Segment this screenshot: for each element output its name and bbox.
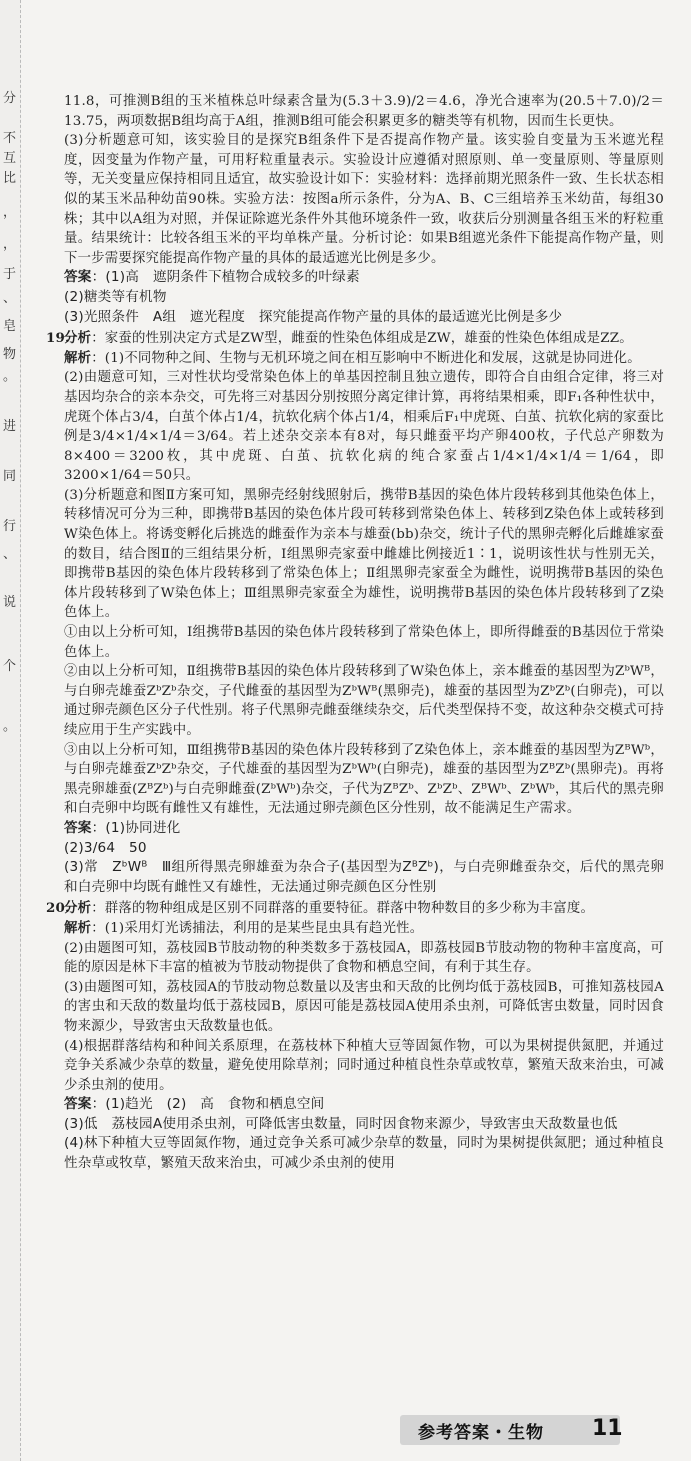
page-number: 11 [592, 1416, 623, 1441]
margin-char: 皂 [3, 319, 17, 334]
answer-content [44, 92, 664, 1174]
q20-paragraph: (3)由题图可知，荔枝园A的节肢动物总数量以及害虫和天敌的比例均低于荔枝园B，可推知荔枝园A的害虫和天敌的数量均低于荔枝园B，原因可能是荔枝园A使用杀虫剂，可降低害虫数量，同时因食物来源少，导致害虫天敌数量也低。 [64, 979, 664, 1034]
analysis-label: 分析 [64, 900, 92, 917]
margin-char: 行 [3, 519, 17, 534]
q18-answer-1: ：(1)高 遮阴条件下植物合成较多的叶绿素 [91, 269, 360, 286]
answer-label: 答案 [64, 269, 92, 286]
margin-char: 个 [3, 659, 17, 674]
q20-explanation: 解析：(1)采用灯光诱捕法，利用的是某些昆虫具有趋光性。 [64, 919, 424, 936]
q20-paragraph: (4)根据群落结构和种间关系原理，在荔枝林下种植大豆等固氮作物，可以为果树提供氮肥，并通过竞争关系减少杂草的数量，避免使用除草剂；同时通过种植良性杂草或牧草，繁殖天敌来治虫，可减少杀虫剂的使用。 [64, 1038, 664, 1093]
question-20 [44, 899, 664, 1173]
question-19 [44, 329, 664, 897]
margin-char: ， [3, 205, 17, 220]
margin-char: 同 [3, 469, 17, 484]
q19-paragraph: ①由以上分析可知，Ⅰ组携带B基因的染色体片段转移到了常染色体上，即所得雌蚕的B基因位于常染色体上。 [64, 625, 664, 660]
q20-answer: 答案：(1)趋光 (2) 高 食物和栖息空间 [64, 1096, 325, 1113]
question-number: 20. [46, 900, 70, 917]
q18-answer-3: (3)光照条件 A组 遮光程度 探究能提高作物产量的具体的最适遮光比例是多少 [64, 308, 563, 325]
q20-analysis: 20.分析：群落的物种组成是区别不同群落的重要特征。群落中物种数目的多少称为丰富度。 [44, 899, 664, 919]
question-number: 19. [46, 330, 70, 347]
q19-paragraph: ③由以上分析可知，Ⅲ组携带B基因的染色体片段转移到了Z染色体上，亲本雌蚕的基因型为ZᴮWᵇ，与白卵壳雄蚕ZᵇZᵇ杂交，子代雄蚕的基因型为ZᵇWᵇ(白卵壳)，雄蚕的基因型为ZᴮZᵇ(黑卵壳)。再将黑壳卵雄蚕(ZᴮZᵇ)与白壳卵雌蚕(ZᵇWᵇ)杂交，子代为ZᴮZᵇ、ZᵇZᵇ、ZᴮWᵇ、ZᵇWᵇ，其后代的黑壳卵和白壳卵中均既有雌性又有雄性，无法通过卵壳颜色区分性别，故不能满足生产需求。 [64, 742, 664, 817]
q19-answer-3: (3)常 ZᵇWᴮ Ⅲ组所得黑壳卵雄蚕为杂合子(基因型为ZᴮZᵇ)，与白壳卵雌蚕杂交，后代的黑壳卵和白壳卵中均既有雌性又有雄性，无法通过卵壳颜色区分性别 [64, 859, 664, 895]
q19-explanation: 解析：(1)不同物种之间、生物与无机环境之间在相互影响中不断进化和发展，这就是协同进化。 [64, 349, 641, 366]
margin-char: 、 [3, 291, 17, 306]
q19-answer: 答案：(1)协同进化 [64, 819, 181, 836]
q18-paragraph: 11.8，可推测B组的玉米植株总叶绿素含量为(5.3＋3.9)/2＝4.6，净光合速率为(20.5＋7.0)/2＝13.75，两项数据B组均高于A组，推测B组可能会积累更多的糖类等有机物，因而生长更快。 [64, 94, 664, 129]
q19-paragraph: ②由以上分析可知，Ⅱ组携带B基因的染色体片段转移到了W染色体上，亲本雌蚕的基因型为ZᵇWᴮ，与白卵壳雄蚕ZᵇZᵇ杂交，子代雌蚕的基因型为ZᵇWᴮ(黑卵壳)，雄蚕的基因型为ZᵇZᵇ(白卵壳)，可以通过卵壳颜色区分子代性别。将子代黑卵壳雌蚕继续杂交，后代类型保持不变，故这种杂交模式可持续应用于生产实践中。 [64, 664, 664, 738]
margin-char: 互 [3, 151, 17, 166]
q19-analysis: 19.分析：家蚕的性别决定方式是ZW型，雌蚕的性染色体组成是ZW，雄蚕的性染色体组成是ZZ。 [44, 329, 664, 349]
margin-char: 、 [3, 547, 17, 562]
question-18-continued [44, 92, 664, 327]
answer-label: 答案 [64, 1096, 92, 1113]
margin-char: 比 [3, 171, 17, 186]
margin-char: 物 [3, 347, 17, 362]
answer-label: 答案 [64, 819, 92, 836]
margin-char: 不 [3, 131, 17, 146]
footer-label: 参考答案・生物 [418, 1423, 544, 1443]
q18-answer-2: (2)糖类等有机物 [64, 288, 167, 305]
margin-char: 分 [3, 91, 17, 106]
margin-char: 进 [3, 419, 17, 434]
q20-answer-2: (3)低 荔枝园A使用杀虫剂，可降低害虫数量，同时因食物来源少，导致害虫天敌数量也低 [64, 1115, 618, 1132]
margin-char: 。 [3, 369, 17, 384]
q20-answer-3: (4)林下种植大豆等固氮作物，通过竞争关系可减少杂草的数量，同时为果树提供氮肥；通过种植良性杂草或牧草，繁殖天敌来治虫，可减少杀虫剂的使用 [64, 1135, 664, 1172]
q18-paragraph: (3)分析题意可知，该实验目的是探究B组条件下是否提高作物产量。该实验自变量为玉米遮光程度，因变量为作物产量，可用籽粒重量表示。实验设计应遵循对照原则、单一变量原则、等量原则等，无关变量应保持相同且适宜，故实验设计如下：实验材料：选择前期光照条件一致、生长状态相似的某玉米品种幼苗90株。实验方法：按图a所示条件，分为A、B、C三组培养玉米幼苗，每组30株；其中以A组为对照，并保证除遮光条件外其他环境条件一致，收获后分别测量各组玉米的籽粒重量。结果统计：比较各组玉米的平均单株产量。分析讨论：如果B组遮光条件下能提高作物产量，则下一步需要探究能提高作物产量的具体的最适遮光比例是多少。 [64, 133, 664, 266]
q18-answer [44, 268, 664, 288]
footer-banner [400, 1415, 620, 1445]
analysis-label: 分析 [64, 330, 92, 347]
margin-char: ， [3, 237, 17, 252]
explanation-label: 解析 [64, 349, 92, 366]
q19-answer-2: (2)3/64 50 [64, 839, 147, 856]
explanation-label: 解析 [64, 919, 92, 936]
binding-margin [0, 0, 21, 1461]
q19-paragraph: (2)由题意可知，三对性状均受常染色体上的单基因控制且独立遗传，即符合自由组合定律，将三对基因均杂合的亲本杂交，可先将三对基因分别按照分离定律计算，再将结果相乘，即F₁各种性状中，虎斑个体占3/4，白茧个体占1/4，抗软化病个体占1/4，相乘后F₁中虎斑、白茧、抗软化病的家蚕比例是3/4×1/4×1/4＝3/64。若上述杂交亲本有8对，每只雌蚕平均产卵400枚，子代总产卵数为8×400＝3200枚，其中虎斑、白茧、抗软化病的纯合家蚕占1/4×1/4×1/4＝1/64，即3200×1/64＝50只。 [64, 370, 664, 484]
margin-char: 。 [3, 719, 17, 734]
q19-paragraph: (3)分析题意和图Ⅱ方案可知，黑卵壳经射线照射后，携带B基因的染色体片段转移到其他染色体上，转移情况可分为三种，即携带B基因的染色体片段可转移到常染色体上、转移到Z染色体上或转移到W染色体上。将诱变孵化后挑选的雌蚕作为亲本与雄蚕(bb)杂交，统计子代的黑卵壳孵化后雌雄家蚕的数目，结合图Ⅱ的三组结果分析，Ⅰ组黑卵壳家蚕中雌雄比例接近1∶1，说明该性状与性别无关，即携带B基因的染色体片段转移到了常染色体上；Ⅱ组黑卵壳家蚕全为雌性，说明携带B基因的染色体片段转移到了W染色体上；Ⅲ组黑卵壳家蚕全为雄性，说明携带B基因的染色体片段转移到了Z染色体上。 [64, 487, 664, 621]
margin-char: 于 [3, 267, 17, 282]
margin-char: 说 [3, 595, 17, 610]
q20-paragraph: (2)由题图可知，荔枝园B节肢动物的种类数多于荔枝园A，即荔枝园B节肢动物的物种丰富度高，可能的原因是林下丰富的植被为节肢动物提供了食物和栖息空间，有利于其生存。 [64, 940, 664, 976]
